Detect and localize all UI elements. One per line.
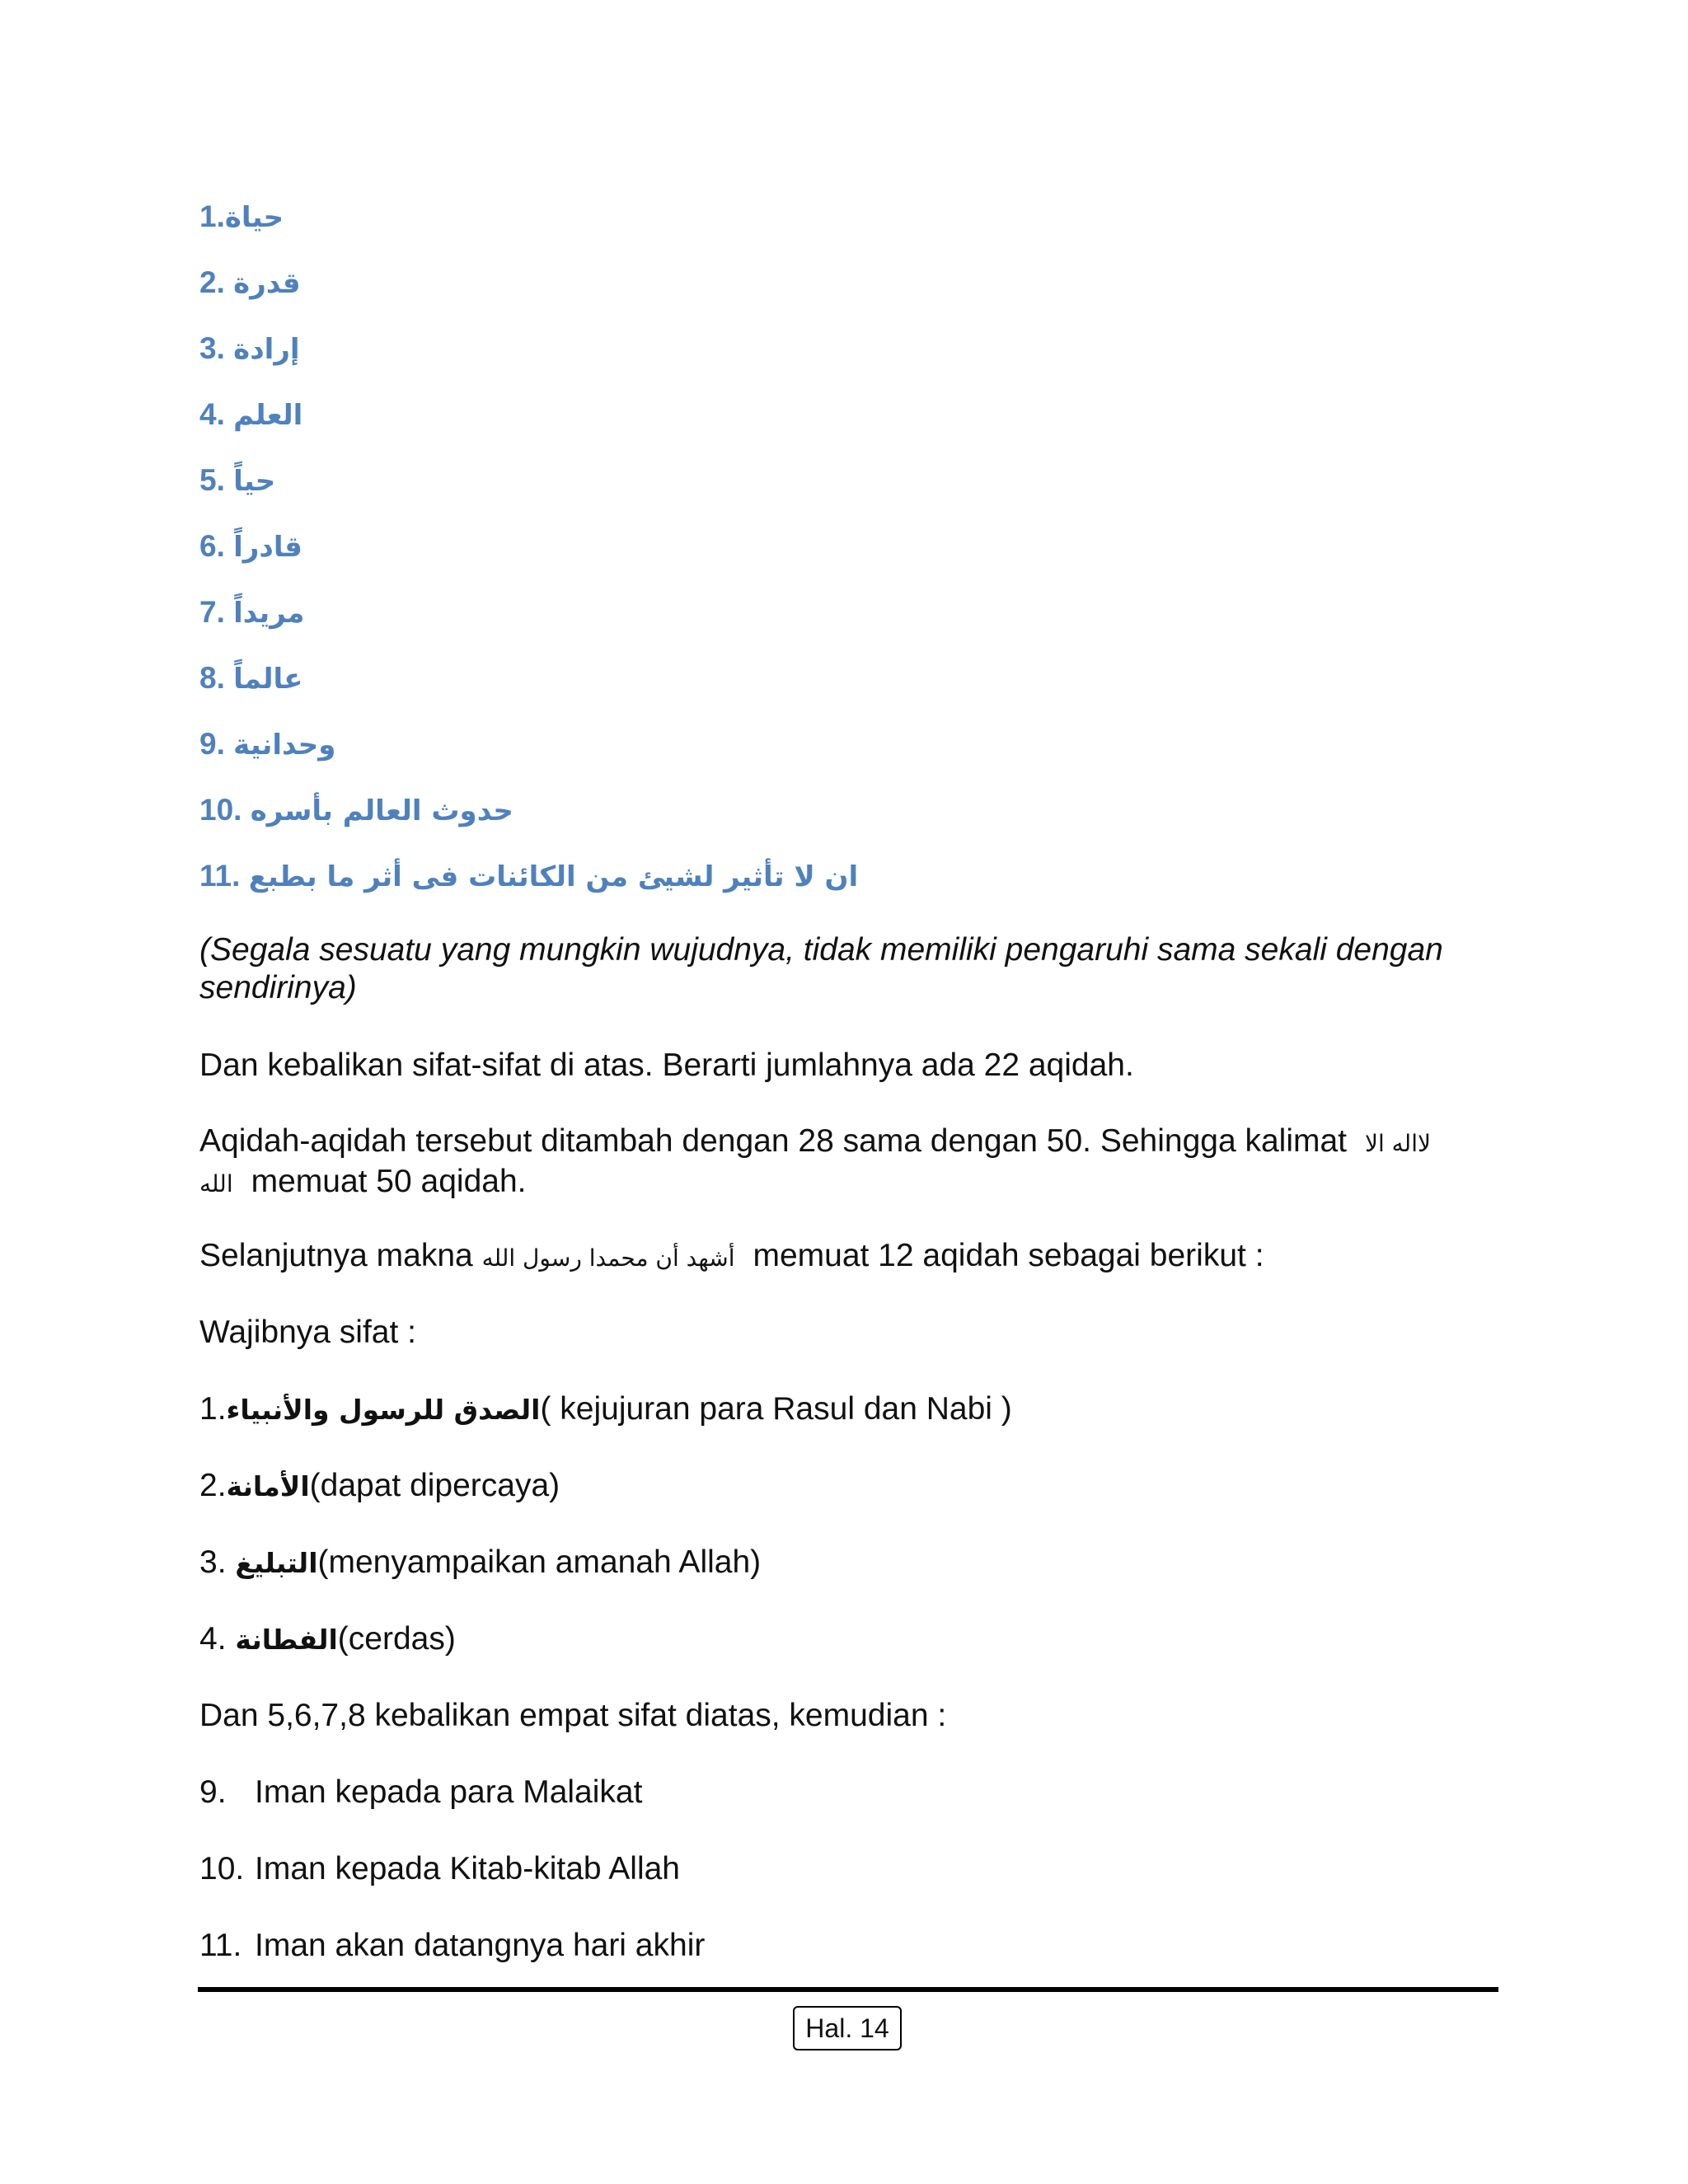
list-item: 10. حدوث العالم بأسره [199,790,1518,855]
arabic-term: الصدق للرسول والأنبياء [226,1394,541,1426]
wajib-heading: Wajibnya sifat : [199,1315,416,1350]
arabic-term: الفطانة [235,1624,338,1656]
arabic-term: قدرة [233,267,301,300]
paragraph-aqidah: Aqidah-aqidah tersebut ditambah dengan 28 sama dengan 50. Sehingga kalimat لااله الا الله memuat 50 aqidah. [199,1123,1431,1199]
arabic-term: إرادة [233,333,300,366]
list-item: 8. عالماً [199,658,1518,724]
paragraph-makna: Selanjutnya makna أشهد أن محمدا رسول الله memuat 12 aqidah sebagai berikut : [199,1238,1264,1273]
arabic-term: عالماً [233,663,303,696]
list-item: 9. Iman kepada para Malaikat [199,1774,643,1810]
list-item: 9. وحدانية [199,724,1518,790]
list-item: 1.حياة [199,196,1518,262]
list-item: 11. ان لا تأثير لشيئ من الكائنات فى أثر ما بطبع [199,855,1518,921]
arabic-term: ان لا تأثير لشيئ من الكائنات فى أثر ما بطبع [248,860,859,893]
arabic-term: وحدانية [233,729,336,762]
arabic-phrase: أشهد أن محمدا رسول الله [481,1244,735,1272]
list-item: 1.الصدق للرسول والأنبياء( kejujuran para Rasul dan Nabi ) [199,1391,1012,1427]
list-item: 4. العلم [199,394,1518,460]
list-item: 11. Iman akan datangnya hari akhir [199,1928,706,1963]
list-item: 3. إرادة [199,328,1518,394]
paragraph-kebalikan-empat: Dan 5,6,7,8 kebalikan empat sifat diatas, kemudian : [199,1698,947,1733]
arabic-phrase: الله [199,1170,233,1197]
arabic-sifat-list [199,196,1518,921]
list-item: 2.الأمانة(dapat dipercaya) [199,1468,560,1503]
arabic-term: العلم [233,399,303,432]
list-item: 5. حياً [199,460,1518,526]
arabic-term: حياً [233,465,276,498]
footer-divider [198,1987,1498,1992]
arabic-phrase: لااله الا [1365,1130,1431,1157]
arabic-term: مريداً [233,597,305,630]
list-item: 10. Iman kepada Kitab-kitab Allah [199,1851,680,1886]
page-number: Hal. 14 [793,2006,902,2050]
list-item: 4. الفطانة(cerdas) [199,1621,456,1657]
arabic-term: التبليغ [235,1547,318,1579]
arabic-term: حدوث العالم بأسره [250,794,513,827]
italic-note: (Segala sesuatu yang mungkin wujudnya, tidak memiliki pengaruhi sama sekali dengan sendirinya) [199,932,1443,1005]
arabic-term: قادراً [233,531,302,564]
paragraph-kebalikan: Dan kebalikan sifat-sifat di atas. Berarti jumlahnya ada 22 aqidah. [199,1047,1134,1083]
list-item: 2. قدرة [199,262,1518,328]
list-item: 3. التبليغ(menyampaikan amanah Allah) [199,1544,762,1580]
list-item: 6. قادراً [199,526,1518,592]
arabic-term: الأمانة [226,1470,310,1502]
arabic-term: حياة [224,201,284,234]
list-item: 7. مريداً [199,592,1518,658]
